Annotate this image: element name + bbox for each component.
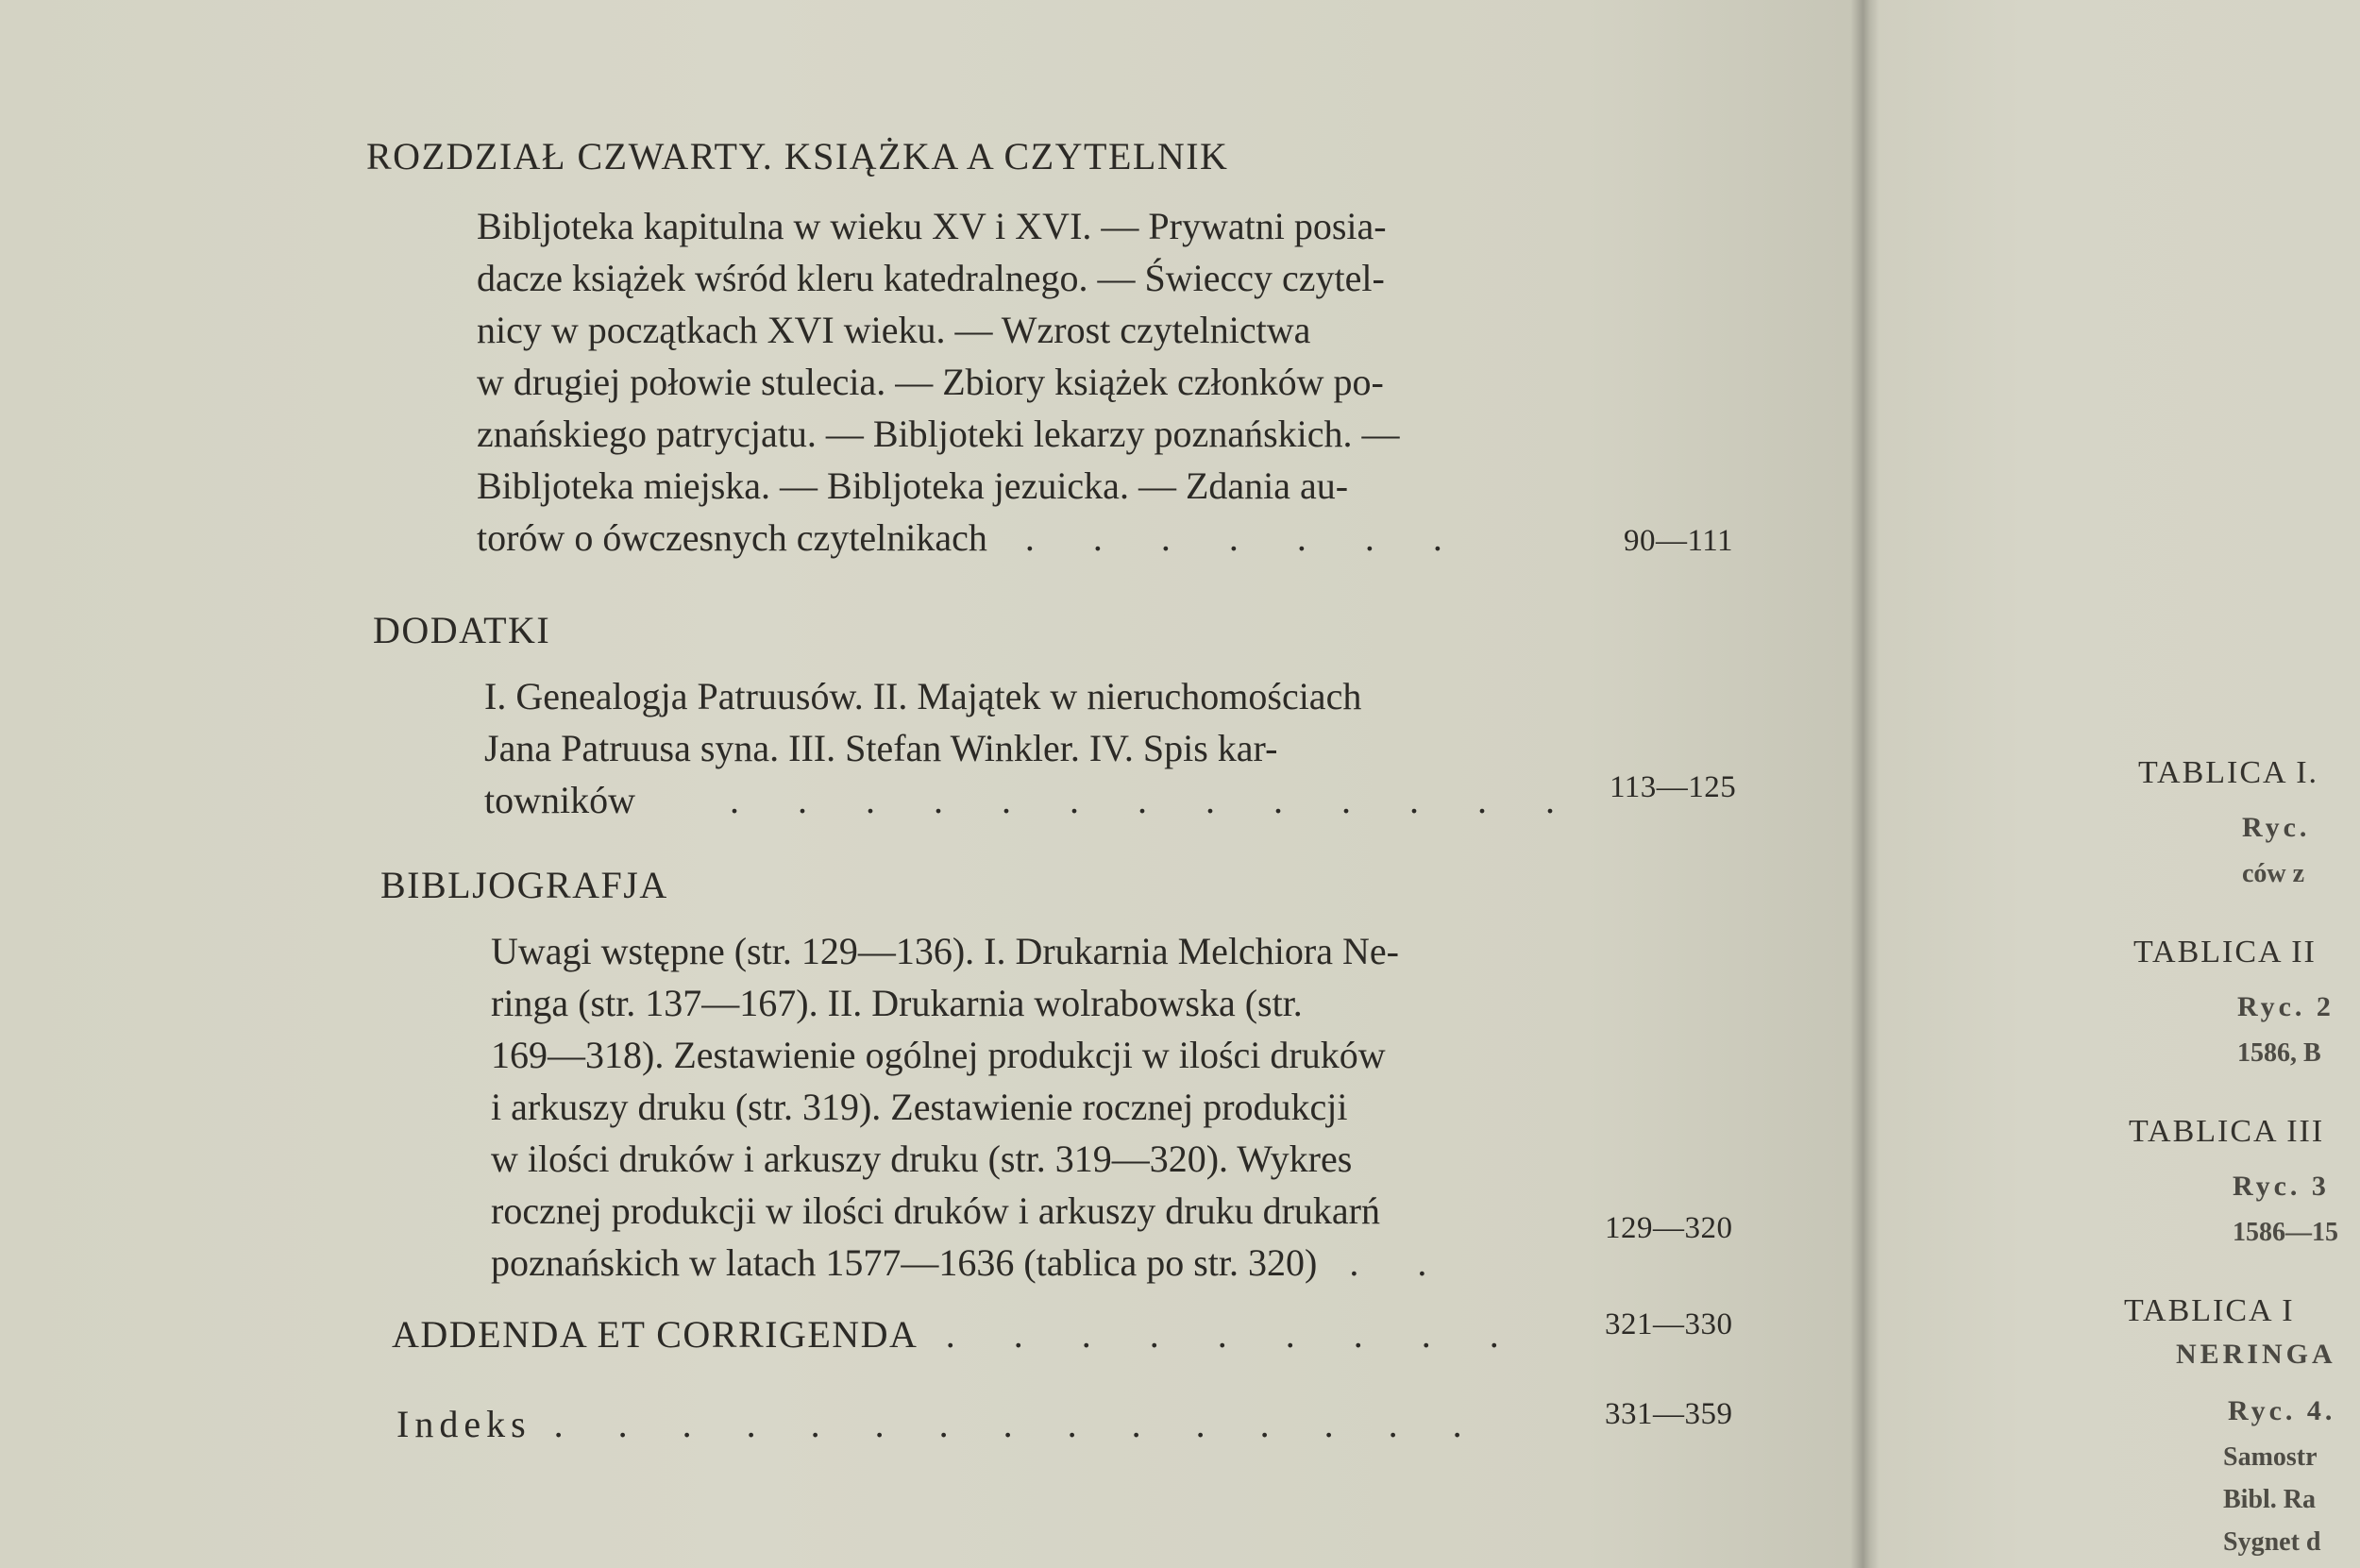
bibliografja-line: i arkuszy druku (str. 319). Zestawienie rocznej produkcji	[491, 1086, 1348, 1128]
addenda-pages: 321—330	[1605, 1307, 1733, 1341]
bibliografja-line: w ilości druków i arkuszy druku (str. 319—320). Wykres	[491, 1138, 1353, 1180]
plate-caption: NERINGA	[2176, 1339, 2336, 1370]
dot-leader: . .	[1349, 1241, 1452, 1284]
plate-heading: TABLICA II	[2133, 935, 2317, 969]
plate-caption: Ryc. 4.	[2228, 1395, 2336, 1426]
plate-caption: Sygnet d	[2223, 1527, 2321, 1557]
indeks-pages: 331—359	[1605, 1397, 1733, 1431]
plate-heading: TABLICA I	[2124, 1293, 2295, 1328]
dodatki-description	[484, 670, 1579, 826]
plate-heading: TABLICA III	[2129, 1114, 2325, 1149]
bibliografja-line: 169—318). Zestawienie ogólnej produkcji w ilości druków	[491, 1034, 1386, 1076]
dot-leader: . . . . . . . . . . . . . . .	[553, 1403, 1485, 1445]
bibliografja-pages: 129—320	[1605, 1211, 1733, 1245]
plate-heading: TABLICA I.	[2138, 755, 2319, 790]
addenda-entry	[392, 1312, 1524, 1357]
bibliografja-heading: BIBLJOGRAFJA	[380, 864, 668, 906]
chapter-4-line: dacze książek wśród kleru katedralnego. — Świeccy czytel-	[477, 257, 1385, 299]
plate-caption: 1586, B	[2237, 1038, 2321, 1068]
bibliografja-last-line: poznańskich w latach 1577—1636 (tablica po str. 320)	[491, 1241, 1318, 1284]
bibliografja-line: ringa (str. 137—167). II. Drukarnia wolrabowska (str.	[491, 982, 1303, 1024]
book-gutter	[1850, 0, 1879, 1568]
bibliografja-description	[491, 925, 1451, 1289]
chapter-4-line: znańskiego patrycjatu. — Bibljoteki lekarzy poznańskich. —	[477, 413, 1400, 455]
plate-caption: Ryc.	[2242, 812, 2311, 843]
chapter-4-line: Bibljoteka kapitulna w wieku XV i XVI. — Prywatni posia-	[477, 205, 1387, 247]
dot-leader: . . . . . . . . . . . . .	[730, 779, 1579, 821]
chapter-4-line	[477, 512, 1467, 564]
indeks-title: Indeks	[396, 1403, 531, 1445]
dodatki-heading: DODATKI	[373, 609, 551, 651]
plate-caption: Ryc. 3	[2233, 1171, 2330, 1202]
dot-leader: . . . . . . .	[1024, 516, 1467, 559]
bibliografja-line: rocznej produkcji w ilości druków i arkuszy druku drukarń	[491, 1189, 1380, 1232]
chapter-4-heading: ROZDZIAŁ CZWARTY. KSIĄŻKA A CZYTELNIK	[366, 135, 1229, 177]
dodatki-pages: 113—125	[1610, 770, 1737, 804]
dodatki-line: I. Genealogja Patruusów. II. Majątek w nieruchomościach	[484, 675, 1362, 717]
dodatki-last-line: towników	[484, 779, 635, 821]
plate-caption: Bibl. Ra	[2223, 1485, 2317, 1514]
dodatki-line	[484, 774, 1579, 826]
plate-caption: 1586—15	[2233, 1218, 2338, 1247]
chapter-4-last-line: torów o ówczesnych czytelnikach	[477, 516, 987, 559]
bibliografja-line: Uwagi wstępne (str. 129—136). I. Drukarnia Melchiora Ne-	[491, 930, 1399, 972]
plate-caption: ców z	[2242, 859, 2305, 888]
chapter-4-line: nicy w początkach XVI wieku. — Wzrost czytelnictwa	[477, 309, 1311, 351]
chapter-4-pages: 90—111	[1624, 524, 1734, 558]
indeks-entry	[396, 1402, 1485, 1446]
chapter-4-line: w drugiej połowie stulecia. — Zbiory książek członków po-	[477, 361, 1384, 403]
dot-leader: . . . . . . . . .	[945, 1313, 1524, 1356]
chapter-4-line: Bibljoteka miejska. — Bibljoteka jezuicka. — Zdania au-	[477, 464, 1349, 507]
bibliografja-line	[491, 1237, 1451, 1289]
addenda-title: ADDENDA ET CORRIGENDA	[392, 1313, 917, 1356]
dodatki-line: Jana Patruusa syna. III. Stefan Winkler. IV. Spis kar-	[484, 727, 1278, 769]
right-page	[1879, 0, 2360, 1568]
plate-caption: Ryc. 2	[2237, 991, 2335, 1022]
chapter-4-description	[477, 200, 1467, 564]
plate-caption: Samostr	[2223, 1442, 2318, 1472]
